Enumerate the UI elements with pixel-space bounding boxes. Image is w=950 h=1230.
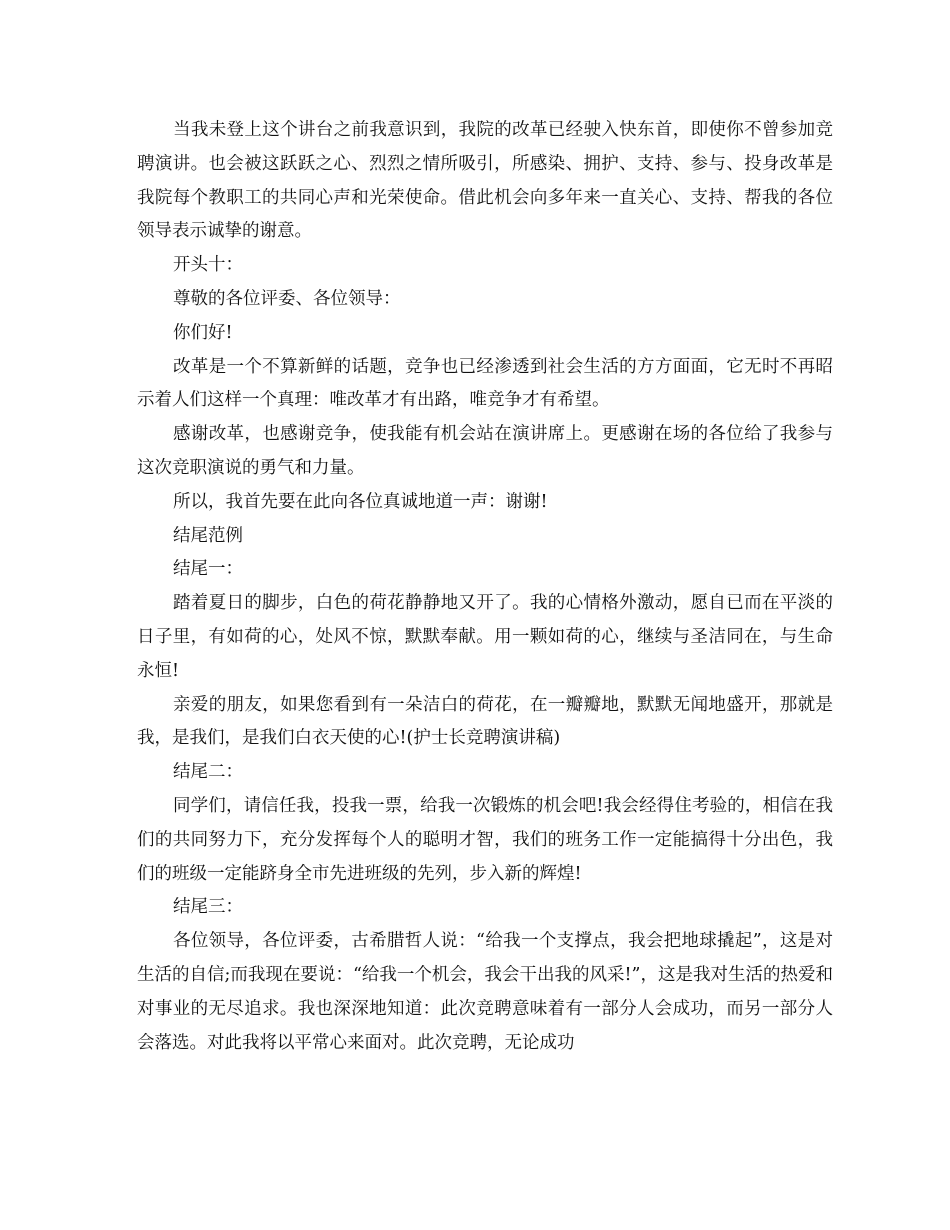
paragraph-leaders: 各位领导，各位评委，古希腊哲人说：“给我一个支撑点，我会把地球撬起”，这是对生活的自信;而我现在要说：“给我一个机会，我会干出我的风采!”，这是我对生活的热爱和对事业的无尽追求。我也深深地知道：此次竞聘意味着有一部分人会成功，而另一部分人会落选。对此我将以平常心来面对。此次竞聘，无论成功 — [137, 931, 833, 1053]
paragraph-thanks: 感谢改革，也感谢竞争，使我能有机会站在演讲席上。更感谢在场的各位给了我参与这次竞职演说的勇气和力量。 — [137, 424, 833, 478]
paragraph-reform: 改革是一个不算新鲜的话题，竞争也已经渗透到社会生活的方方面面，它无时不再昭示着人们这样一个真理：唯改革才有出路，唯竞争才有希望。 — [137, 356, 833, 411]
document-body — [137, 114, 833, 1060]
paragraph-thank-you: 所以，我首先要在此向各位真诚地道一声：谢谢! — [173, 491, 548, 512]
heading-ending-examples: 结尾范例 — [173, 525, 243, 546]
paragraph-salutation: 尊敬的各位评委、各位领导： — [173, 288, 401, 309]
heading-ending-three: 结尾三： — [173, 897, 243, 918]
paragraph-classmates: 同学们，请信任我，投我一票，给我一次锻炼的机会吧!我会经得住考验的，相信在我们的共同努力下，充分发挥每个人的聪明才智，我们的班务工作一定能搞得十分出色，我们的班级一定能跻身全市先进班级的先列，步入新的辉煌! — [137, 795, 833, 884]
heading-opening-ten: 开头十： — [173, 255, 243, 276]
heading-ending-two: 结尾二： — [173, 762, 243, 783]
paragraph-intro: 当我未登上这个讲台之前我意识到，我院的改革已经驶入快东首，即使你不曾参加竞聘演讲。也会被这跃跃之心、烈烈之情所吸引，所感染、拥护、支持、参与、投身改革是我院每个教职工的共同心声和光荣使命。借此机会向多年来一直关心、支持、帮我的各位领导表示诚挚的谢意。 — [137, 120, 833, 242]
heading-ending-one: 结尾一： — [173, 559, 243, 580]
paragraph-lotus: 踏着夏日的脚步，白色的荷花静静地又开了。我的心情格外激动，愿自已而在平淡的日子里，有如荷的心，处风不惊，默默奉献。用一颗如荷的心，继续与圣洁同在，与生命永恒! — [137, 593, 833, 681]
paragraph-friend: 亲爱的朋友，如果您看到有一朵洁白的荷花，在一瓣瓣地，默默无闻地盛开，那就是我，是我们，是我们白衣天使的心!(护士长竞聘演讲稿) — [137, 694, 833, 749]
paragraph-greeting: 你们好! — [173, 322, 233, 343]
